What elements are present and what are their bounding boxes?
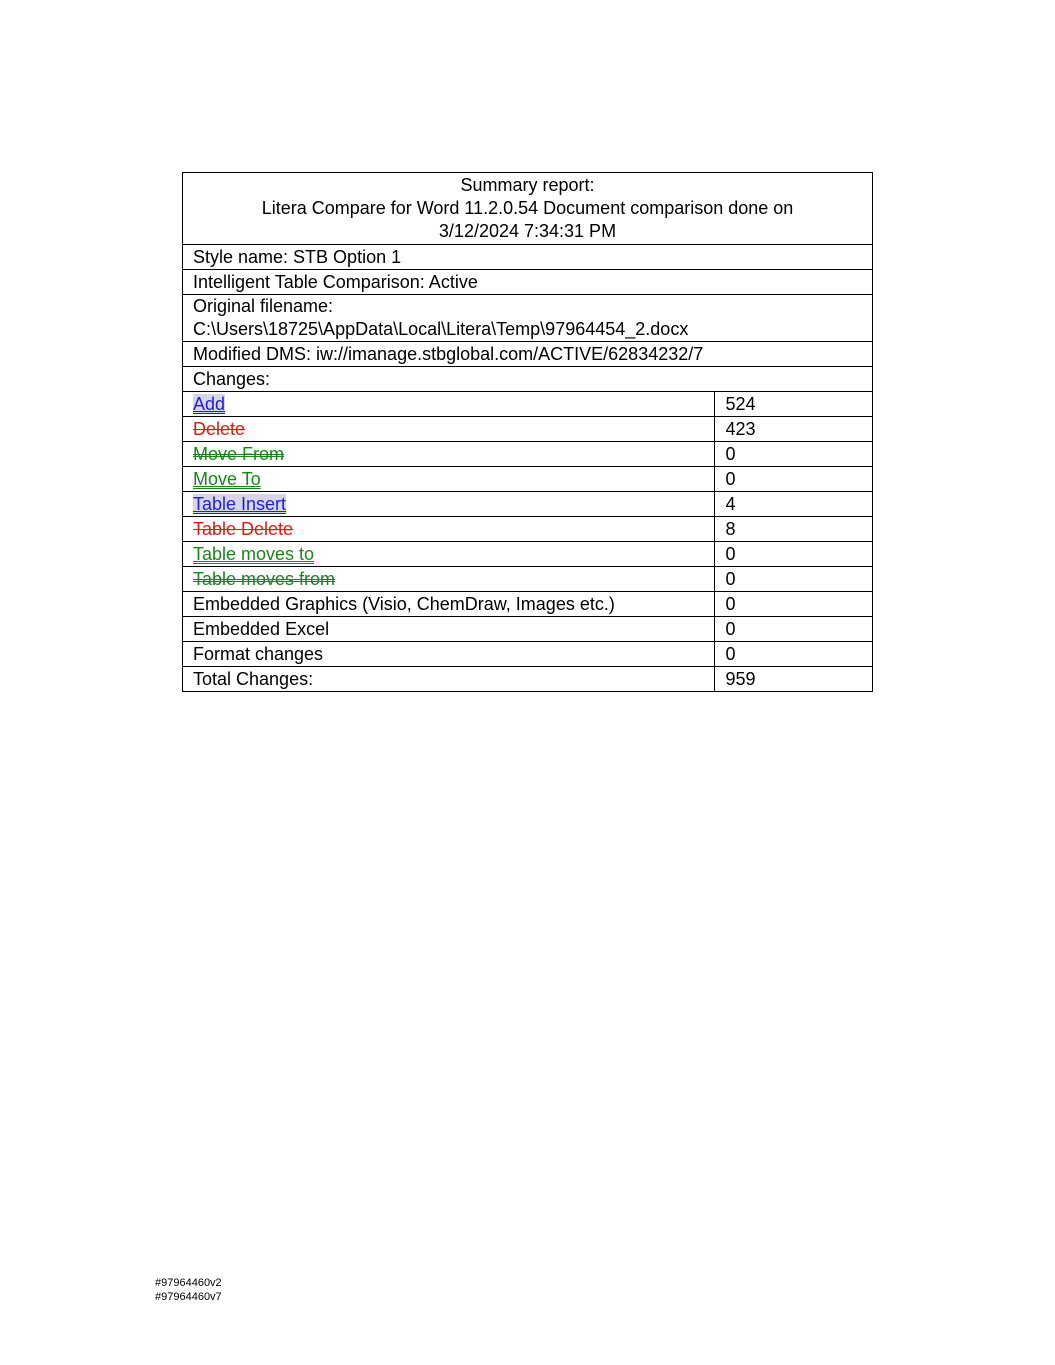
table-row [183,442,873,467]
row-label-embedded-graphics: Embedded Graphics (Visio, ChemDraw, Images etc.) [183,592,715,617]
table-moves-to-legend: Table moves to [193,543,315,564]
row-value-table-delete: 8 [715,517,873,542]
style-name: Style name: STB Option 1 [183,245,873,270]
row-label-move-from [183,442,715,467]
report-title: Summary report: [460,175,595,195]
original-filename [183,295,873,342]
intelligent-table-row [183,270,873,295]
table-delete-legend: Table Delete [193,518,294,539]
table-row [183,617,873,642]
table-row [183,642,873,667]
row-label-move-to [183,467,715,492]
total-changes-row [183,667,873,692]
row-value-format-changes: 0 [715,642,873,667]
row-value-embedded-excel: 0 [715,617,873,642]
row-value-total-changes: 959 [715,667,873,692]
summary-report-table [182,172,873,692]
report-header-row [183,173,873,245]
document-footer-ids [155,1276,222,1304]
original-filename-row [183,295,873,342]
row-label-table-delete [183,517,715,542]
report-date: 3/12/2024 7:34:31 PM [438,221,617,241]
table-row [183,567,873,592]
table-row [183,392,873,417]
row-value-add: 524 [715,392,873,417]
row-label-total-changes: Total Changes: [183,667,715,692]
changes-label: Changes: [183,367,873,392]
modified-dms: Modified DMS: iw://imanage.stbglobal.com/ACTIVE/62834232/7 [183,342,873,367]
original-filename-label: Original filename: [193,296,334,316]
row-label-table-moves-to [183,542,715,567]
row-label-delete [183,417,715,442]
row-value-table-moves-from: 0 [715,567,873,592]
move-from-legend: Move From [193,443,285,464]
move-to-legend: Move To [193,468,261,489]
changes-label-row [183,367,873,392]
row-value-move-from: 0 [715,442,873,467]
document-id-v7: #97964460v7 [155,1291,222,1303]
report-header [183,173,873,245]
table-row [183,467,873,492]
table-row [183,592,873,617]
row-value-table-insert: 4 [715,492,873,517]
report-tool-line: Litera Compare for Word 11.2.0.54 Document comparison done on [261,198,794,218]
row-value-embedded-graphics: 0 [715,592,873,617]
row-label-format-changes: Format changes [183,642,715,667]
original-filename-path: C:\Users\18725\AppData\Local\Litera\Temp\97964454_2.docx [193,319,689,339]
table-row [183,517,873,542]
row-value-delete: 423 [715,417,873,442]
table-row [183,492,873,517]
style-name-row [183,245,873,270]
add-legend: Add [193,393,226,414]
delete-legend: Delete [193,418,246,439]
intelligent-table-comparison: Intelligent Table Comparison: Active [183,270,873,295]
table-row [183,417,873,442]
row-value-table-moves-to: 0 [715,542,873,567]
row-label-add [183,392,715,417]
row-label-table-moves-from [183,567,715,592]
table-moves-from-legend: Table moves from [193,568,336,589]
row-value-move-to: 0 [715,467,873,492]
row-label-table-insert [183,492,715,517]
table-insert-legend: Table Insert [193,493,287,514]
table-row [183,542,873,567]
document-id-v2: #97964460v2 [155,1277,222,1289]
modified-dms-row [183,342,873,367]
row-label-embedded-excel: Embedded Excel [183,617,715,642]
